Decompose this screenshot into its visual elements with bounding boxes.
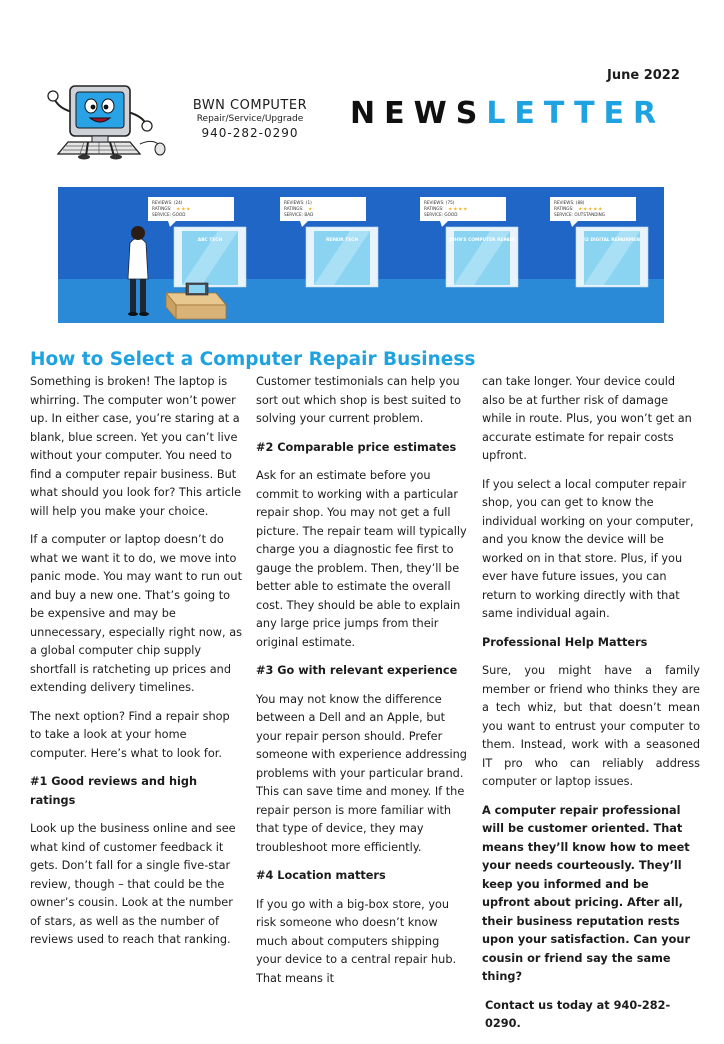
star-icon: ★	[598, 206, 603, 213]
star-icon: ★	[588, 206, 593, 213]
article-column-1	[30, 373, 242, 960]
brand-block	[170, 98, 330, 140]
paragraph: can take longer. Your device could also be at further risk of damage while in route. Plus, you won’t get an accurate estimate for repair costs upfront.	[482, 375, 692, 462]
keyboard-icon	[58, 142, 140, 154]
brand-phone: 940-282-0290	[201, 126, 299, 140]
paragraph: Sure, you might have a family member or friend who thinks they are a tech whiz, but that doesn’t mean you want to entrust your computer to them. Instead, work with a seasoned IT pro who can reliably address computer or laptop issues.	[482, 664, 700, 788]
paragraph: If a computer or laptop doesn’t do what we want it to do, we move into panic mode. You may want to run out and buy a new one. That’s going to be expensive and may be unnecessary, especially right now, as a global computer chip supply shortfall is ratcheting up prices and extending delivery timelines.	[30, 533, 243, 694]
service-text: SERVICE: BAD	[284, 212, 314, 217]
paragraph: You may not know the difference between a Dell and an Apple, but your repair person should. Prefer someone with experience addressing problems with your particular brand. This can save time and money. If the repair person is more familiar with that type of device, they may troubleshoot more efficiently.	[256, 692, 467, 854]
rating-text: RATINGS:	[152, 206, 172, 211]
section-heading: #4 Location matters	[256, 869, 386, 882]
newsletter-title-part2: LETTER	[486, 96, 666, 131]
star-icon: ★	[583, 206, 588, 213]
article-column-2	[256, 373, 468, 998]
review-count-text: REVIEWS: (88)	[554, 200, 585, 205]
section-heading: #1 Good reviews and high ratings	[30, 775, 198, 807]
article-column-3	[482, 373, 700, 1044]
star-icon: ★	[458, 206, 463, 213]
section-heading: #2 Comparable price estimates	[256, 440, 457, 454]
paragraph: If you go with a big-box store, you risk someone who doesn’t know much about computers shipping your device to a central repair hub. That means it	[256, 897, 457, 985]
star-icon: ★	[181, 206, 186, 213]
brand-tagline: Repair/Service/Upgrade	[196, 114, 304, 124]
rating-text: RATINGS:	[554, 206, 574, 211]
review-count-text: REVIEWS: (24)	[152, 200, 183, 205]
closing-paragraph: A computer repair professional will be customer oriented. That means they’ll know how to meet your needs courteously. They’ll keep you informed and be upfront about pricing. After all, their business reputation rests upon your satisfaction. Can your cousin or friend say the same thing?	[482, 803, 691, 983]
star-icon: ★	[448, 206, 453, 213]
service-text: SERVICE: GOOD	[152, 212, 186, 217]
brand-name: BWN COMPUTER	[192, 98, 308, 113]
paragraph: If you select a local computer repair shop, you can get to know the individual working on your computer, and you know the device will be worked on in that store. Plus, if you ever have future issues, you can return to working directly with that same individual again.	[482, 477, 694, 620]
shop-name: REPAIR TECH	[325, 238, 359, 243]
newsletter-title-part1: NEWS	[350, 96, 487, 131]
rating-text: RATINGS:	[284, 206, 304, 211]
paragraph: Something is broken! The laptop is whirring. The computer won’t power up. In either case, you’re staring at a blank, blue screen. Yet you can’t live without your computer. You need to find a computer repair business. But what should you look for? This article will help you make your choice.	[30, 375, 242, 518]
service-text: SERVICE: OUTSTANDING	[554, 212, 606, 217]
rating-text: RATINGS:	[424, 206, 444, 211]
star-icon: ★	[176, 206, 181, 213]
section-heading: #3 Go with relevant experience	[256, 664, 458, 677]
paragraph: Ask for an estimate before you commit to working with a particular repair shop. You may not get a full picture. The repair team will typically charge you a diagnostic fee first to gauge the problem. Then, they’ll be better able to estimate the overall cost. They should be able to explain any large price jumps from their original estimate.	[256, 469, 467, 649]
review-count-text: REVIEWS: (1)	[284, 200, 312, 205]
service-text: SERVICE: GOOD	[424, 212, 458, 217]
shop-name: I2 DIGITAL REPAIRMEN	[584, 238, 640, 243]
star-icon: ★	[578, 206, 583, 213]
review-count-text: REVIEWS: (75)	[424, 200, 455, 205]
newsletter-date: June 2022	[607, 68, 680, 83]
star-icon: ★	[308, 206, 313, 213]
computer-mascot-logo	[44, 82, 168, 160]
shop-name: ABC TECH	[197, 238, 223, 243]
star-icon: ★	[593, 206, 598, 213]
star-icon: ★	[453, 206, 458, 213]
star-icon: ★	[186, 206, 191, 213]
newsletter-title	[350, 96, 665, 131]
star-icon: ★	[463, 206, 468, 213]
paragraph: Look up the business online and see what kind of customer feedback it gets. Don’t fall for a single five-star review, though – that could be the owner’s cousin. Look at the number of stars, as well as the number of reviews used to reach that ranking.	[30, 822, 236, 946]
hero-illustration	[58, 187, 664, 323]
paragraph: Customer testimonials can help you sort out which shop is best suited to solving your current problem.	[256, 375, 462, 425]
section-heading: Professional Help Matters	[482, 635, 648, 649]
paragraph: The next option? Find a repair shop to take a look at your home computer. Here’s what to look for.	[30, 709, 230, 760]
shop-name: JOHN'S COMPUTER REPAIR	[449, 238, 515, 243]
article-title: How to Select a Computer Repair Business	[30, 349, 476, 370]
contact-call-to-action: Contact us today at 940-282-0290.	[485, 998, 671, 1030]
